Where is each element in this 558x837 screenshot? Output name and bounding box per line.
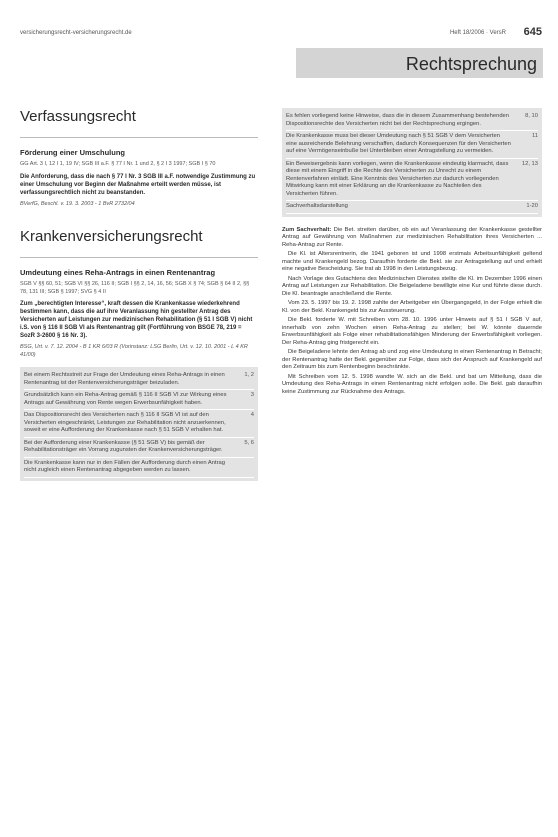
- running-header: [20, 28, 542, 40]
- summary-row: Die Krankenkasse muss bei dieser Umdeutung nach § 51 SGB V dem Versicherten eine ausreichende Belehrung verschaffen, dadurch Konsequenzen für den Versicherten auf eine Vermögenseinbuße bei Unterbleiben einer Antragstellung zu vermeiden. 11: [286, 131, 538, 159]
- section-title-krankenversicherungsrecht: Krankenversicherungsrecht: [20, 228, 203, 245]
- headnote: Die Anforderung, dass die nach § 77 I Nr. 3 SGB III a.F. notwendige Zustimmung zu einer Umschulung vor Beginn der Maßnahme erteilt werden müsse, ist verfassungsrechtlich nicht zu beanstanden.: [20, 173, 256, 196]
- section-title-verfassungsrecht: Verfassungsrecht: [20, 108, 136, 125]
- norm-references: SGB V §§ 60, 51; SGB VI §§ 26, 116 II; SGB I §§ 2, 14, 16, 56; SGB X § 74; SGB § 64 II 2, §§ 78, 131 III; SGB § 1997; SVG § 4 II: [20, 281, 250, 295]
- summary-table-right: [282, 108, 542, 217]
- intro-label: Zum Sachverhalt:: [282, 226, 332, 233]
- body-paragraph: Mit Schreiben vom 12. 5. 1998 wandte W. sich an die Bekl. und bat um Mitteilung, dass die Umdeutung des Reha-Antrags in einen Rentenantrag nicht erfolgen solle. Die Bekl. gab daraufhin keine Zustimmung zur Rücknahme des Antrags.: [282, 373, 542, 395]
- summary-row: Das Dispositionsrecht des Versicherten nach § 116 II SGB VI ist auf den Versicherten eingeschränkt, Leistungen zur Rehabilitation nicht anzuerkennen, soweit er eine Aufforderung der Krankenkasse nach § 51 SGB V erhalten hat. 4: [24, 410, 254, 438]
- right-column: [282, 108, 542, 398]
- journal-url: versicherungsrecht-versicherungsrecht.de: [20, 30, 132, 36]
- body-paragraph: Die Beigeladene lehnte den Antrag ab und zog eine Umdeutung in einen Rentenantrag in Betracht; der Rentenantrag hatte der Bekl. gegenüber zur Folge, dass sich der Anspruch auf Krankengeld auf den Zeitraum bis zum Rentenbeginn beschränkte.: [282, 349, 542, 370]
- court-citation: BVerfG, Beschl. v. 19. 3. 2003 - 1 BvR 2732/04: [20, 200, 135, 207]
- page-number: 645: [523, 26, 542, 38]
- norm-references: GG Art. 3 I, 12 I 1, 19 IV; SGB III a.F. § 77 I Nr. 1 und 2, § 2 I 3 1997; SGB I § 70: [20, 161, 216, 167]
- summary-row: Grundsätzlich kann ein Reha-Antrag gemäß § 116 II SGB VI zur Wirkung eines Antrags auf Gewährung von Rente wegen Erwerbsunfähigkeit haben. 3: [24, 390, 254, 410]
- court-citation: BSG, Urt. v. 7. 12. 2004 - B 1 KR 6/03 R (Vorinstanz: LSG Berlin, Urt. v. 12. 10. 2001 - L 4 KR 41/00): [20, 344, 248, 358]
- headnote: Zum „berechtigten Interesse“, kraft dessen die Krankenkasse wiederkehrend bestimmen kann, dass die auf ihre Veranlassung hin gestellter Antrag des Versicherten auf Leistungen zur medizinischen Rehabilitation (§ 51 I SGB V) nicht i.S. von § 116 II SGB VI als Rentenantrag gilt (Fortführung von BSGE 78, 219 = SozR 3-2600 § 16 Nr. 3).: [20, 301, 253, 339]
- summary-row: Es fehlen vorliegend keine Hinweise, dass die in diesem Zusammenhang bestehenden Dispositionsrechte des Versicherten nicht bei der Rechtsprechung ergingen. 8, 10: [286, 111, 538, 131]
- body-paragraph: Vom 23. 5. 1997 bis 19. 2. 1998 zahlte der Arbeitgeber ein Übergangsgeld, in der Folge erhielt die Kl. von der Bekl. Krankengeld bis zur Aussteuerung.: [282, 300, 542, 314]
- section-divider: [20, 257, 258, 258]
- case-body: [282, 227, 542, 397]
- summary-row: Sachverhaltsdarstellung 1-20: [286, 201, 538, 214]
- case-subtitle: Förderung einer Umschulung: [20, 148, 126, 157]
- case-subtitle: Umdeutung eines Reha-Antrags in einen Rentenantrag: [20, 268, 216, 277]
- summary-table-left: [20, 367, 258, 481]
- left-column: [20, 108, 258, 481]
- body-paragraph: Die Bekl. forderte W. mit Schreiben vom 28. 10. 1996 unter Hinweis auf § 51 I SGB V auf, innerhalb von zehn Wochen einen Reha-Antrag zu stellen; bei W. könnte dauernde Erwerbsunfähigkeit als Folge einer rehabilitationsfähigen Minderung der Erwerbsfähigkeit vorliegen. Der Reha-Antrag ging fristgerecht ein.: [282, 317, 542, 346]
- summary-row: Ein Beweisergebnis kann vorliegen, wenn die Krankenkasse eindeutig klarmacht, dass diese mit einem Eingriff in die Rechte des Versicherten zu Unrecht zu einem Rentenverfahren einlädt. Eine Kenntnis des Versicherten zur dadurch vorliegenden Mitwirkung kann mit einer Erklärung an die Krankenkasse zu Nachteilen des Versicherten führen. 12, 13: [286, 159, 538, 202]
- section-divider: [20, 137, 258, 138]
- issue-label: Heft 18/2006 · VersR: [449, 30, 506, 36]
- section-banner: [296, 48, 543, 78]
- banner-title: Rechtsprechung: [405, 54, 537, 74]
- summary-row: Bei einem Rechtsstreit zur Frage der Umdeutung eines Reha-Antrags in einen Rentenantrag ist der Rentenversicherungsträger beizuladen. 1, 2: [24, 370, 254, 390]
- summary-row: Die Krankenkasse kann nur in den Fällen der Aufforderung durch einen Antrag nicht zugleich einen Rentenantrag abgegeben werden zu lassen.: [24, 458, 254, 478]
- body-paragraph: Die Kl. ist Altersrentnerin, die 1941 geboren ist und 1998 erstmals Arbeitsunfähigkeit geltend machte und Krankengeld bezog. Daraufhin forderte die Bekl. sie zur Antragstellung auf und erhielt eine negative Bescheidung. Sie trat ab 1998 in den Leistungsbezug.: [282, 251, 542, 272]
- body-paragraph: Nach Vorlage des Gutachtens des Medizinischen Dienstes stellte die Kl. im Dezember 1996 einen Antrag auf Leistungen zur Rehabilitation. Die Beigeladene bewilligte eine Kur und führte diese durch. Die Kl. beantragte anschließend die Rente.: [282, 275, 542, 297]
- summary-row: Bei der Aufforderung einer Krankenkasse (§ 51 SGB V) bis gemäß der Rehabilitationsträger ein Vorrang zugunsten der Krankenversicherungsträger. 5, 6: [24, 438, 254, 458]
- body-paragraph: Zum Sachverhalt: Die Bet. streiten darüber, ob ein auf Veranlassung der Krankenkasse gestellter Antrag auf Gewährung von Maßnahmen zur medizinischen Rehabilitation ihres Versicherten ... Reha-Antrag zur Rente.: [282, 226, 542, 248]
